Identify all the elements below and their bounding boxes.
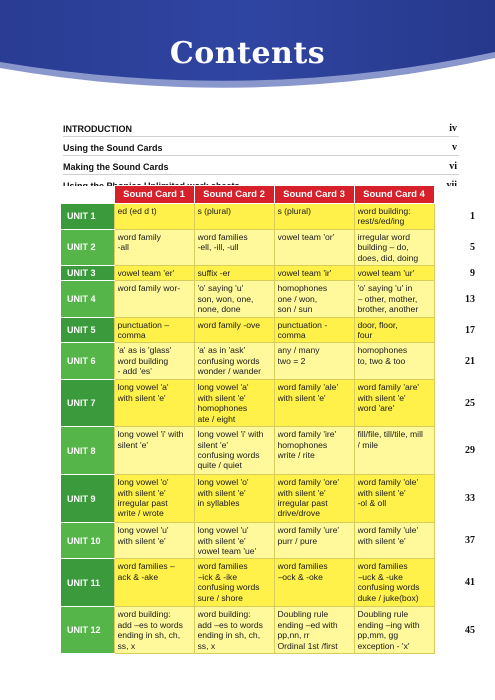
cell-line: confusing words <box>197 449 260 460</box>
toc-item[interactable] <box>63 140 459 156</box>
cell-line: long vowel 'a' <box>197 382 249 393</box>
sound-card-1-cell <box>114 427 194 475</box>
toc-item-label: Using the Sound Cards <box>63 142 163 153</box>
cell-line: 'o' saying 'u' <box>197 283 244 294</box>
toc-item[interactable] <box>63 159 459 175</box>
unit-row <box>61 204 477 230</box>
cell-line: confusing words <box>197 582 260 593</box>
cell-line: son / sun <box>277 304 313 315</box>
cell-line: any / many <box>277 345 320 356</box>
sound-card-4-header: Sound Card 4 <box>354 186 434 204</box>
cell-line: long vowel 'o' <box>197 477 249 488</box>
toc-item-page: v <box>452 142 457 153</box>
unit-label[interactable]: UNIT 4 <box>61 281 114 317</box>
cell-line: wonder / wander <box>197 366 262 377</box>
cell-line: to, two & too <box>357 355 406 366</box>
sound-card-3-cell <box>274 523 354 559</box>
sound-card-4-cell <box>354 559 434 607</box>
cell-line: with silent 'e' <box>117 487 166 498</box>
sound-card-3-cell <box>274 343 354 380</box>
unit-row <box>61 523 477 559</box>
toc-item-page: vi <box>449 161 457 172</box>
cell-line: long vowel 'i' with <box>197 429 264 440</box>
sound-card-2-cell <box>194 317 274 343</box>
cell-line: 'a' as in 'ask' <box>197 345 246 356</box>
sound-card-4-cell <box>354 427 434 475</box>
sound-card-4-cell <box>354 229 434 265</box>
cell-line: –uck & -uke <box>357 571 403 582</box>
cell-line: 'a' as is 'glass' <box>117 345 172 356</box>
cell-line: long vowel 'i' with <box>117 429 184 440</box>
cell-line: silent 'e' <box>117 439 149 450</box>
sound-card-3-cell <box>274 281 354 317</box>
cell-line: long vowel 'a' <box>117 382 169 393</box>
unit-page-number: 1 <box>434 204 477 230</box>
sound-card-1-header: Sound Card 1 <box>114 186 194 204</box>
cell-line: word families <box>197 561 248 572</box>
unit-label[interactable]: UNIT 9 <box>61 475 114 523</box>
cell-line: long vowel 'o' <box>117 477 169 488</box>
cell-line: Ordinal 1st /first <box>277 640 338 651</box>
unit-label[interactable]: UNIT 8 <box>61 427 114 475</box>
header-blank <box>61 186 114 204</box>
cell-line: with silent 'e' <box>357 535 406 546</box>
cell-line: -ol & oll <box>357 497 387 508</box>
unit-label[interactable]: UNIT 12 <box>61 607 114 654</box>
cell-line: word building <box>117 355 169 366</box>
sound-card-4-cell <box>354 281 434 317</box>
unit-label[interactable]: UNIT 11 <box>61 559 114 607</box>
cell-line: in syllables <box>197 497 240 508</box>
unit-page-number: 9 <box>434 266 477 281</box>
cell-line: word family 'ure' <box>277 525 340 536</box>
sound-card-2-cell <box>194 281 274 317</box>
cell-line: word family -ove <box>197 319 261 330</box>
cell-line: word families <box>357 561 408 572</box>
sound-card-3-cell <box>274 204 354 230</box>
cell-line: word family wor- <box>117 283 181 294</box>
cell-line: son, won, one, <box>197 293 254 304</box>
cell-line: ending –ed with <box>277 619 338 630</box>
cell-line: irregular word <box>357 231 411 242</box>
cell-line: ending in sh, ch, <box>117 630 181 641</box>
cell-line: duke / juke(box) <box>357 592 419 603</box>
cell-line: –ock & -oke <box>277 571 323 582</box>
cell-line: add –es to words <box>117 619 183 630</box>
cell-line: word building: <box>357 206 411 216</box>
sound-card-4-cell <box>354 343 434 380</box>
cell-line: irregular past <box>277 497 328 508</box>
unit-label[interactable]: UNIT 1 <box>61 204 114 230</box>
cell-line: ending in sh, ch, <box>197 630 261 641</box>
sound-card-3-cell <box>274 475 354 523</box>
sound-card-1-cell <box>114 317 194 343</box>
sound-card-2-cell <box>194 427 274 475</box>
cell-line: ending –ing with <box>357 619 420 630</box>
cell-line: word family 'are' <box>357 382 420 393</box>
cell-line: drive/drove <box>277 508 321 519</box>
sound-card-1-cell <box>114 607 194 654</box>
cell-line: comma <box>277 330 306 341</box>
cell-line: comma <box>117 330 146 341</box>
cell-line: confusing words <box>197 355 260 366</box>
cell-line: building – do, <box>357 242 409 253</box>
cell-line: ate / eight <box>197 413 236 424</box>
cell-line: irregular past <box>117 497 168 508</box>
unit-page-number: 5 <box>434 229 477 265</box>
cell-line: sure / shore <box>197 592 243 603</box>
unit-page-number: 25 <box>434 380 477 427</box>
cell-line: one / won, <box>277 293 318 304</box>
cell-line: long vowel 'u' <box>117 525 169 536</box>
cell-line: homophones <box>277 283 328 294</box>
sound-card-4-cell <box>354 204 434 230</box>
cell-line: with silent 'e' <box>277 392 326 403</box>
unit-row <box>61 380 477 427</box>
sound-card-2-cell <box>194 607 274 654</box>
sound-card-2-cell <box>194 266 274 281</box>
cell-line: add –es to words <box>197 619 263 630</box>
cell-line: long vowel 'u' <box>197 525 249 536</box>
unit-row <box>61 607 477 654</box>
cell-line: word family 'ale' <box>277 382 339 393</box>
cell-line: word family 'ire' <box>277 429 337 440</box>
sound-card-3-cell <box>274 317 354 343</box>
unit-page-number: 37 <box>434 523 477 559</box>
cell-line: word family 'ule' <box>357 525 419 536</box>
sound-card-1-cell <box>114 523 194 559</box>
sound-card-2-cell <box>194 343 274 380</box>
sound-card-2-cell <box>194 204 274 230</box>
sound-card-1-cell <box>114 559 194 607</box>
unit-row <box>61 559 477 607</box>
cell-line: -ell, -ill, -ull <box>197 242 239 253</box>
cell-line: brother, another <box>357 304 419 315</box>
cell-line: homophones <box>197 403 248 414</box>
sound-card-1-cell <box>114 343 194 380</box>
sound-card-1-cell <box>114 380 194 427</box>
unit-row <box>61 343 477 380</box>
sound-card-4-cell <box>354 317 434 343</box>
unit-row <box>61 266 477 281</box>
cell-line: word families – <box>117 561 175 572</box>
unit-row <box>61 427 477 475</box>
sound-card-4-cell <box>354 380 434 427</box>
unit-page-number: 29 <box>434 427 477 475</box>
sound-card-3-cell <box>274 229 354 265</box>
sound-card-3-cell <box>274 427 354 475</box>
cell-line: s (plural) <box>277 206 311 216</box>
unit-row <box>61 281 477 317</box>
sound-card-3-cell <box>274 266 354 281</box>
sound-card-2-header: Sound Card 2 <box>194 186 274 204</box>
unit-label[interactable]: UNIT 10 <box>61 523 114 559</box>
unit-page-number: 21 <box>434 343 477 380</box>
cell-line: Doubling rule <box>357 609 409 620</box>
cell-line: silent 'e' <box>197 439 229 450</box>
sound-card-3-cell <box>274 380 354 427</box>
cell-line: with silent 'e' <box>197 535 246 546</box>
toc-item-label: INTRODUCTION <box>63 123 132 134</box>
contents-table <box>61 185 477 654</box>
unit-page-number: 13 <box>434 281 477 317</box>
cell-line: ss, x <box>117 640 136 651</box>
cell-line: homophones <box>277 439 328 450</box>
unit-page-number: 45 <box>434 607 477 654</box>
cell-line: exception - 'x' <box>357 640 410 651</box>
header-blank <box>434 186 477 204</box>
cell-line: vowel team 'ue' <box>197 545 257 556</box>
sound-card-3-cell <box>274 559 354 607</box>
cell-line: s (plural) <box>197 206 231 216</box>
sound-card-1-cell <box>114 281 194 317</box>
unit-page-number: 17 <box>434 317 477 343</box>
unit-row <box>61 229 477 265</box>
cell-line: -all <box>117 242 129 253</box>
sound-card-2-cell <box>194 523 274 559</box>
cell-line: Doubling rule <box>277 609 329 620</box>
sound-card-4-cell <box>354 607 434 654</box>
cell-line: with silent 'e' <box>357 392 406 403</box>
cell-line: word family 'ole' <box>357 477 419 488</box>
unit-label[interactable]: UNIT 5 <box>61 317 114 343</box>
unit-label[interactable]: UNIT 7 <box>61 380 114 427</box>
cell-line: write / wrote <box>117 508 164 519</box>
cell-line: with silent 'e' <box>197 392 246 403</box>
header-row <box>61 186 477 204</box>
cell-line: word building: <box>197 609 251 620</box>
toc-item-label: Making the Sound Cards <box>63 161 169 172</box>
cell-line: word building: <box>117 609 171 620</box>
cell-line: –ick & -ike <box>197 571 238 582</box>
cell-line: word families <box>197 231 248 242</box>
sound-card-4-cell <box>354 475 434 523</box>
cell-line: fill/file, till/tile, mill <box>357 429 423 440</box>
sound-card-1-cell <box>114 266 194 281</box>
cell-line: door, floor, <box>357 319 398 330</box>
sound-card-4-cell <box>354 266 434 281</box>
cell-line: word families <box>277 561 328 572</box>
sound-card-2-cell <box>194 229 274 265</box>
cell-line: does, did, doing <box>357 252 419 263</box>
sound-card-4-cell <box>354 523 434 559</box>
cell-line: with silent 'e' <box>117 535 166 546</box>
cell-line: quite / quiet <box>197 460 242 471</box>
unit-label[interactable]: UNIT 2 <box>61 229 114 265</box>
cell-line: vowel team 'or' <box>277 231 335 242</box>
cell-line: rest/s/ed/ing <box>357 216 405 227</box>
cell-line: vowel team 'ir' <box>277 268 332 279</box>
sound-card-1-cell <box>114 204 194 230</box>
sound-card-3-cell <box>274 607 354 654</box>
page-title: Contents <box>169 36 326 71</box>
cell-line: ed (ed d t) <box>117 206 157 216</box>
cell-line: homophones <box>357 345 408 356</box>
cell-line: word family 'ore' <box>277 477 340 488</box>
cell-line: vowel team 'ur' <box>357 268 415 279</box>
cell-line: none, done <box>197 304 241 315</box>
cell-line: four <box>357 330 373 341</box>
cell-line: pp,nn, rr <box>277 630 310 641</box>
cell-line: punctuation - <box>277 319 328 330</box>
sound-card-3-header: Sound Card 3 <box>274 186 354 204</box>
cell-line: with silent 'e' <box>117 392 166 403</box>
unit-label[interactable]: UNIT 6 <box>61 343 114 380</box>
unit-row <box>61 475 477 523</box>
sound-card-1-cell <box>114 229 194 265</box>
unit-page-number: 41 <box>434 559 477 607</box>
unit-label[interactable]: UNIT 3 <box>61 266 114 281</box>
cell-line: two = 2 <box>277 355 306 366</box>
cell-line: ss, x <box>197 640 216 651</box>
unit-row <box>61 317 477 343</box>
cell-line: with silent 'e' <box>197 487 246 498</box>
sound-card-1-cell <box>114 475 194 523</box>
toc-item-page: iv <box>449 123 457 134</box>
toc-item[interactable] <box>63 121 459 137</box>
cell-line: purr / pure <box>277 535 318 546</box>
sound-card-2-cell <box>194 559 274 607</box>
cell-line: word family <box>117 231 161 242</box>
sound-card-2-cell <box>194 475 274 523</box>
cell-line: 'o' saying 'u' in <box>357 283 413 294</box>
cell-line: confusing words <box>357 582 420 593</box>
cell-line: / mile <box>357 439 379 450</box>
cell-line: write / rite <box>277 449 315 460</box>
unit-page-number: 33 <box>434 475 477 523</box>
cell-line: – other, mother, <box>357 293 418 304</box>
cell-line: punctuation – <box>117 319 170 330</box>
cell-line: word 'are' <box>357 403 395 414</box>
cell-line: - add 'es' <box>117 366 152 377</box>
sound-card-2-cell <box>194 380 274 427</box>
cell-line: vowel team 'er' <box>117 268 175 279</box>
cell-line: suffix -er <box>197 268 231 279</box>
cell-line: with silent 'e' <box>357 487 406 498</box>
cell-line: ack & -ake <box>117 571 159 582</box>
cell-line: pp,mm, gg <box>357 630 399 641</box>
cell-line: with silent 'e' <box>277 487 326 498</box>
